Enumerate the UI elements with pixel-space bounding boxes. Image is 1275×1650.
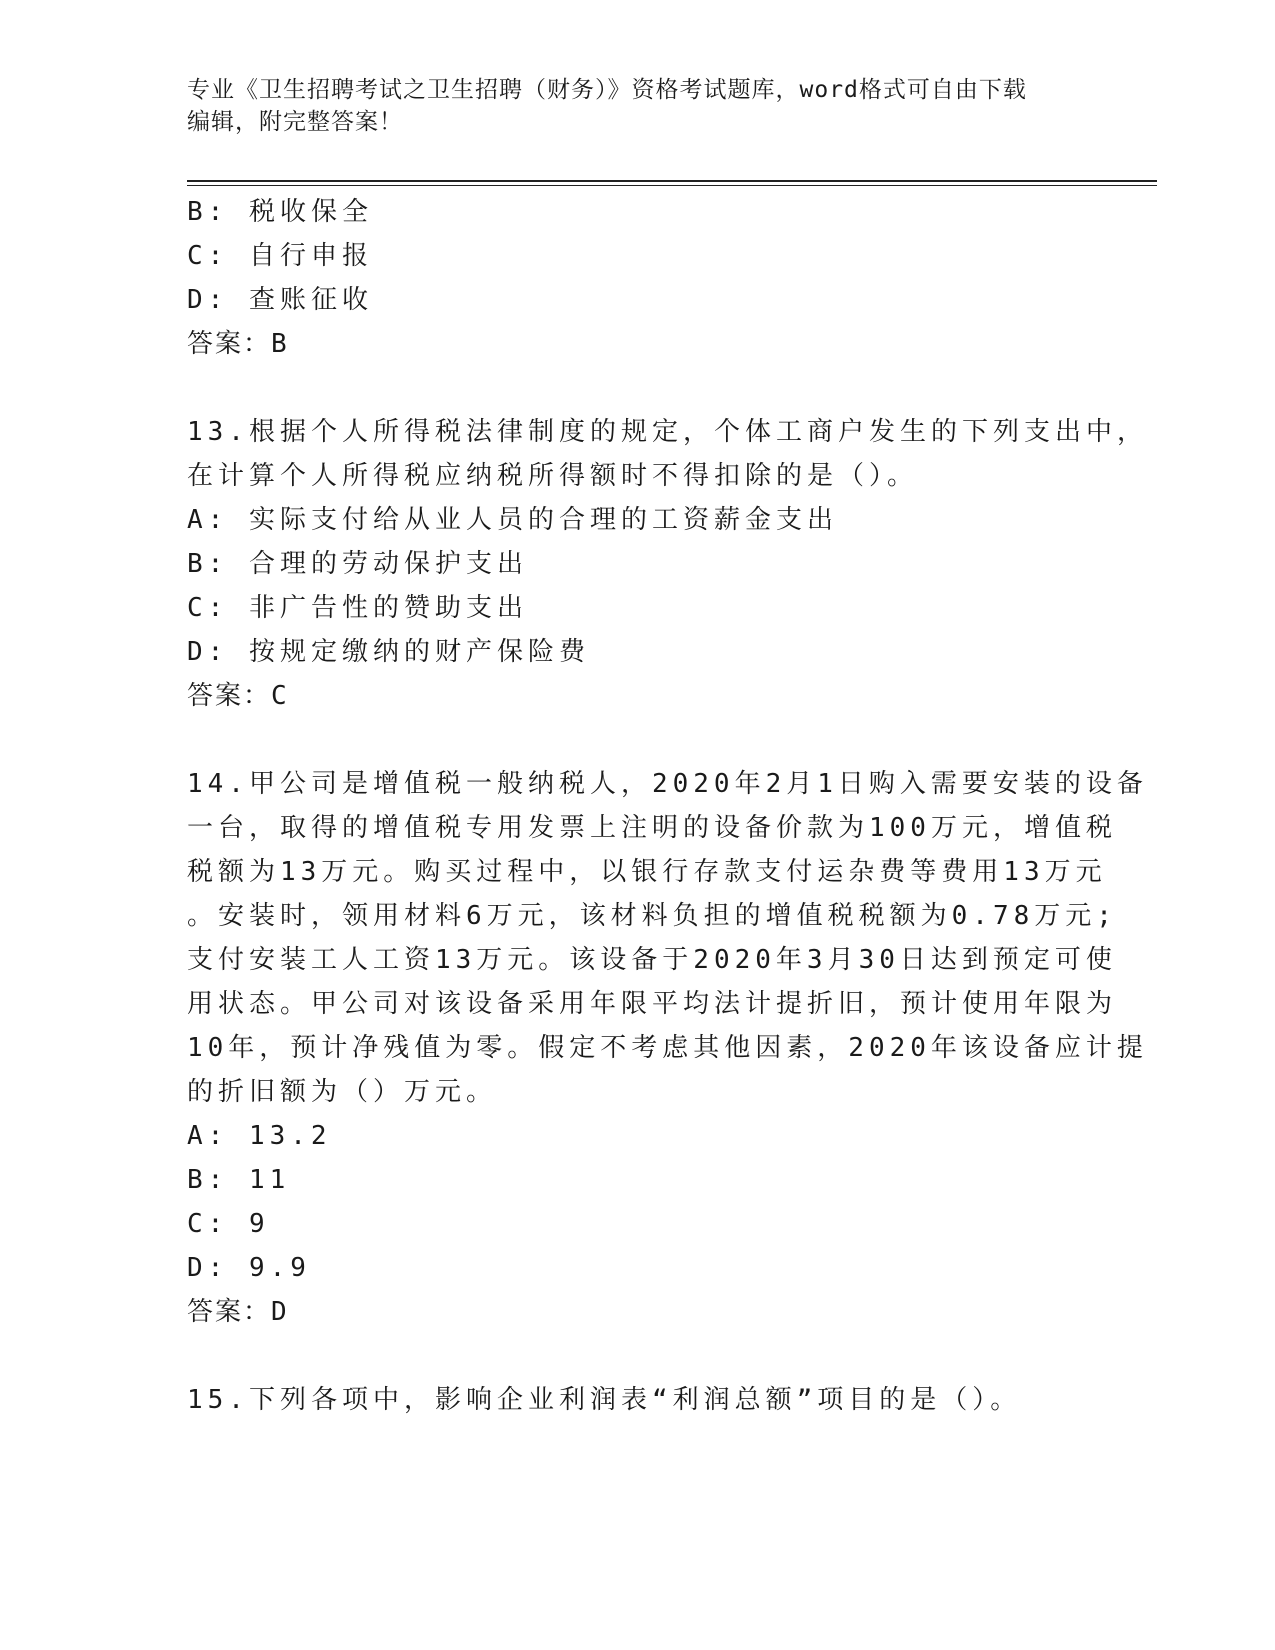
question-13-option-d: D: 按规定缴纳的财产保险费 bbox=[187, 637, 590, 667]
option-d: D: 查账征收 bbox=[187, 285, 373, 315]
question-13-stem: 13.根据个人所得税法律制度的规定，个体工商户发生的下列支出中， bbox=[187, 417, 1148, 447]
question-13-option-b: B: 合理的劳动保护支出 bbox=[187, 549, 528, 579]
question-14-stem: 支付安装工人工资13万元。该设备于2020年3月30日达到预定可使 bbox=[187, 945, 1117, 975]
header-line-1: 专业《卫生招聘考试之卫生招聘（财务）》资格考试题库，word格式可自由下载 bbox=[187, 77, 1027, 103]
question-14-stem: 10年，预计净残值为零。假定不考虑其他因素，2020年该设备应计提 bbox=[187, 1033, 1148, 1063]
question-14-stem: 的折旧额为（）万元。 bbox=[187, 1077, 498, 1107]
question-14-stem: 。安装时，领用材料6万元，该材料负担的增值税税额为0.78万元; bbox=[187, 901, 1117, 931]
question-14-option-b: B: 11 bbox=[187, 1165, 291, 1195]
question-14-stem: 一台，取得的增值税专用发票上注明的设备价款为100万元，增值税 bbox=[187, 813, 1117, 843]
question-14-option-d: D: 9.9 bbox=[187, 1253, 311, 1283]
header-divider-thick bbox=[187, 180, 1157, 182]
question-13-stem: 在计算个人所得税应纳税所得额时不得扣除的是（）。 bbox=[187, 461, 919, 491]
question-13-option-c: C: 非广告性的赞助支出 bbox=[187, 593, 528, 623]
option-c: C: 自行申报 bbox=[187, 241, 373, 271]
question-14-stem: 税额为13万元。购买过程中，以银行存款支付运杂费等费用13万元 bbox=[187, 857, 1107, 887]
document-header bbox=[187, 74, 1087, 138]
question-14-option-a: A: 13.2 bbox=[187, 1121, 332, 1151]
question-14-option-c: C: 9 bbox=[187, 1209, 270, 1239]
header-line-2: 编辑，附完整答案！ bbox=[187, 109, 403, 135]
header-divider-thin bbox=[187, 185, 1157, 186]
question-15-stem: 15.下列各项中，影响企业利润表“利润总额”项目的是（）。 bbox=[187, 1385, 1022, 1415]
option-b: B: 税收保全 bbox=[187, 197, 373, 227]
answer: 答案：B bbox=[187, 329, 289, 359]
question-13-answer: 答案：C bbox=[187, 681, 289, 711]
question-13-option-a: A: 实际支付给从业人员的合理的工资薪金支出 bbox=[187, 505, 838, 535]
question-14-stem: 14.甲公司是增值税一般纳税人，2020年2月1日购入需要安装的设备 bbox=[187, 769, 1148, 799]
question-14-answer: 答案：D bbox=[187, 1297, 289, 1327]
question-14-stem: 用状态。甲公司对该设备采用年限平均法计提折旧，预计使用年限为 bbox=[187, 989, 1118, 1019]
